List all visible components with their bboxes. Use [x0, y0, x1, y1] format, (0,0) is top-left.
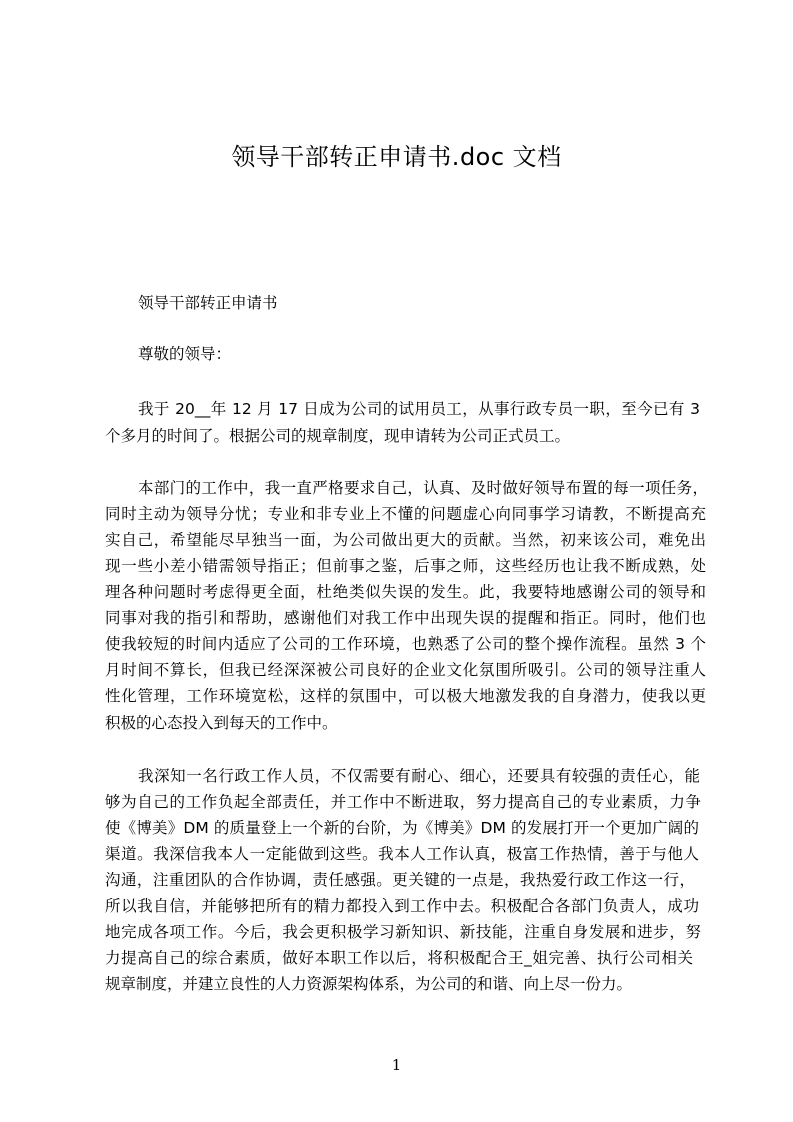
paragraph-line: 沟通，注重团队的合作协调，责任感强。更关键的一点是，我热爱行政工作这一行， [105, 871, 695, 889]
paragraph-line: 同时主动为领导分忧；专业和非专业上不懂的问题虚心向同事学习请教，不断提高充 [105, 505, 706, 523]
letter-heading: 领导干部转正申请书 [138, 294, 278, 312]
paragraph-line: 地完成各项工作。今后，我会更积极学习新知识、新技能，注重自身发展和进步，努 [105, 923, 701, 941]
paragraph-line: 使《博美》DM 的质量登上一个新的台阶，为《博美》DM 的发展打开一个更加广阔的 [105, 819, 699, 837]
paragraph-line: 渠道。我深信我本人一定能做到这些。我本人工作认真，极富工作热情，善于与他人 [105, 845, 699, 863]
paragraph-line: 实自己，希望能尽早独当一面，为公司做出更大的贡献。当然，初来该公司，难免出 [105, 531, 706, 549]
paragraph-line: 所以我自信，并能够把所有的精力都投入到工作中去。积极配合各部门负责人，成功 [105, 897, 699, 915]
paragraph-line: 月时间不算长，但我已经深深被公司良好的企业文化氛围所吸引。公司的领导注重人 [105, 661, 706, 679]
paragraph-line: 同事对我的指引和帮助，感谢他们对我工作中出现失误的提醒和指正。同时，他们也 [105, 609, 706, 627]
salutation: 尊敬的领导： [138, 345, 232, 363]
paragraph-line: 我于 20__年 12 月 17 日成为公司的试用员工，从事行政专员一职，至今已有 3 [138, 400, 700, 418]
paragraph-line: 性化管理，工作环境宽松，这样的氛围中，可以极大地激发我的自身潜力，使我以更 [105, 687, 706, 705]
page-number: 1 [391, 1056, 402, 1074]
paragraph-line: 规章制度，并建立良性的人力资源架构体系，为公司的和谐、向上尽一份力。 [105, 975, 633, 993]
paragraph-line: 我深知一名行政工作人员，不仅需要有耐心、细心，还要具有较强的责任心，能 [138, 767, 700, 785]
paragraph-line: 本部门的工作中，我一直严格要求自己，认真、及时做好领导布置的每一项任务， [138, 479, 708, 497]
paragraph-line: 理各种问题时考虑得更全面，杜绝类似失误的发生。此，我要特地感谢公司的领导和 [105, 583, 706, 601]
paragraph-line: 使我较短的时间内适应了公司的工作环境，也熟悉了公司的整个操作流程。虽然 3 个 [105, 635, 706, 653]
paragraph-line: 现一些小差小错需领导指正；但前事之鉴，后事之师，这些经历也让我不断成熟，处 [105, 557, 706, 575]
paragraph-line: 够为自己的工作负起全部责任，并工作中不断进取，努力提高自己的专业素质，力争 [105, 793, 701, 811]
document-title: 领导干部转正申请书.doc 文档 [231, 143, 562, 171]
paragraph-line: 个多月的时间了。根据公司的规章制度，现申请转为公司正式员工。 [105, 427, 571, 445]
paragraph-line: 力提高自己的综合素质，做好本职工作以后，将积极配合王_姐完善、执行公司相关 [105, 949, 693, 967]
paragraph-line: 积极的心态投入到每天的工作中。 [105, 714, 338, 732]
